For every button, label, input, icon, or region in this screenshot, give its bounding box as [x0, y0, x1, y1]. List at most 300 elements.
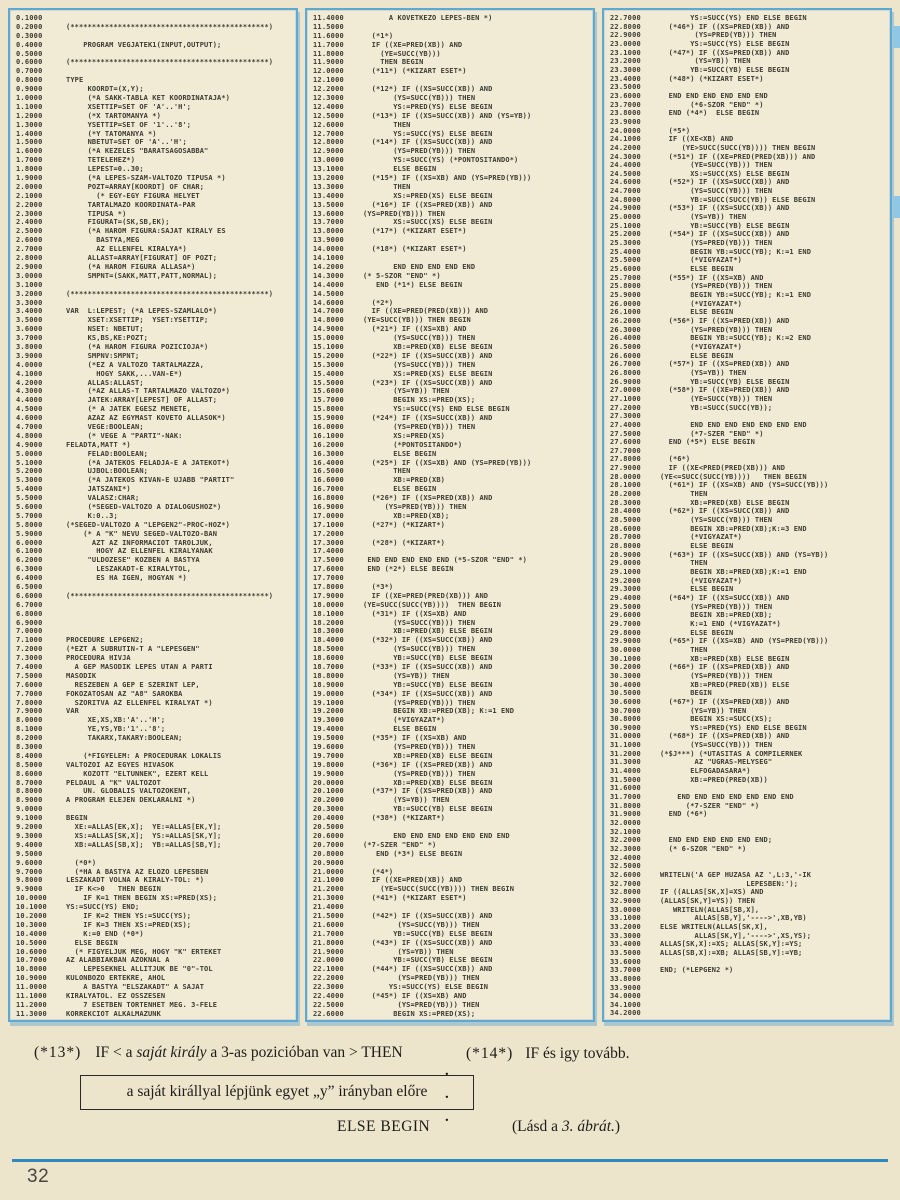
- code-text: IF ((XE=PRED(PRED(XB))) AND: [363, 591, 489, 600]
- code-text: (YE=SUCC(YB))): [363, 49, 441, 58]
- line-number: 10.8000: [16, 965, 47, 974]
- code-line: [16, 556, 294, 565]
- code-text: SZORITVA AZ ELLENFEL KIRALYAT *): [66, 698, 213, 707]
- code-text: (**********************************************): [66, 22, 274, 31]
- code-line: [610, 845, 888, 854]
- code-line: [16, 183, 294, 192]
- code-text: ELSE BEGIN: [660, 542, 734, 551]
- code-text: (*0*): [66, 858, 97, 867]
- line-number: 2.2000: [16, 200, 43, 209]
- line-number: 14.0000: [313, 245, 344, 254]
- code-line: [16, 281, 294, 290]
- code-text: ES HA IGEN, HOGYAN *): [66, 574, 187, 583]
- code-text: ELSE BEGIN: [66, 938, 118, 947]
- code-line: [610, 378, 888, 387]
- code-text: (*14*) IF ((XS=SUCC(XB)) AND: [363, 138, 493, 147]
- code-text: BEGIN YB:=SUCC(YB); K:=2 END: [660, 334, 812, 343]
- code-text: (*23*) IF ((XS=SUCC(XB)) AND: [363, 378, 493, 387]
- code-line: [313, 210, 591, 219]
- figure-reference-post: ): [614, 1118, 621, 1135]
- line-number: 24.9000: [610, 204, 641, 213]
- code-line: [313, 307, 591, 316]
- line-number: 6.9000: [16, 618, 43, 627]
- line-number: 17.3000: [313, 538, 344, 547]
- footer-rule: [12, 1159, 888, 1162]
- code-text: AZAZ AZ EGYMAST KOVETO ALLASOK*): [66, 414, 226, 423]
- line-number: 26.1000: [610, 308, 641, 317]
- code-text: K:=0 END (*0*): [66, 929, 144, 938]
- line-number: 28.6000: [610, 524, 641, 533]
- line-number: 30.8000: [610, 715, 641, 724]
- line-number: 2.6000: [16, 236, 43, 245]
- code-text: YB:=SUCC(YB) ELSE BEGIN: [363, 805, 493, 814]
- line-number: 16.3000: [313, 449, 344, 458]
- line-number: 28.1000: [610, 481, 641, 490]
- code-text: BEGIN: [66, 814, 88, 823]
- code-line: [16, 654, 294, 663]
- code-line: [610, 776, 888, 785]
- code-text: (*62*) IF ((XS=SUCC(XB)) AND: [660, 507, 790, 516]
- code-line: [16, 112, 294, 121]
- line-number: 23.8000: [610, 109, 641, 118]
- code-line: [610, 819, 888, 828]
- code-line: [610, 144, 888, 153]
- line-number: 33.0000: [610, 905, 641, 914]
- code-line: [16, 307, 294, 316]
- figure-reference-italic: 3. ábrát.: [561, 1118, 615, 1135]
- code-line: [610, 932, 888, 941]
- code-text: END (*4*) ELSE BEGIN: [660, 109, 760, 118]
- code-line: [313, 254, 591, 263]
- line-number: 28.2000: [610, 490, 641, 499]
- code-line: [313, 379, 591, 388]
- line-number: 1.6000: [16, 147, 43, 156]
- code-text: (ALLAS[SK,Y]=YS)) THEN: [660, 896, 755, 905]
- code-text: HOGY SAKK,...VAN-E*): [66, 369, 183, 378]
- code-line: [313, 930, 591, 939]
- page-edge-tab: [893, 26, 900, 48]
- code-text: XB:=PRED(XB) ELSE BEGIN: [363, 751, 493, 760]
- line-number: 29.0000: [610, 559, 641, 568]
- line-number: 13.5000: [313, 200, 344, 209]
- line-number: 16.8000: [313, 494, 344, 503]
- code-line: [16, 192, 294, 201]
- code-line: [610, 975, 888, 984]
- line-number: 0.3000: [16, 31, 43, 40]
- code-line: [610, 663, 888, 672]
- line-number: 1.5000: [16, 138, 43, 147]
- code-text: THEN: [660, 645, 708, 654]
- code-line: [610, 707, 888, 716]
- line-number: 11.5000: [313, 22, 344, 31]
- code-text: TYPE: [66, 76, 84, 85]
- code-line: [313, 636, 591, 645]
- code-line: [16, 121, 294, 130]
- code-line: [313, 325, 591, 334]
- line-number: 30.1000: [610, 654, 641, 663]
- code-line: [16, 992, 294, 1001]
- code-text: (*32*) IF ((XS=SUCC(XB)) AND: [363, 636, 493, 645]
- code-text: XB:=ALLAS[SB,X]; YB:=ALLAS[SB,Y];: [66, 840, 222, 849]
- code-line: [610, 620, 888, 629]
- line-number: 18.5000: [313, 645, 344, 654]
- line-number: 11.0000: [16, 983, 47, 992]
- code-text: (*A LEPES-SZAM-VALTOZO TIPUSA *): [66, 174, 226, 183]
- code-line: [313, 85, 591, 94]
- code-text: RESZEBEN A GEP E SZERINT LEP,: [66, 680, 200, 689]
- code-text: (* 6-SZOR "END" *): [660, 845, 747, 853]
- code-line: [610, 326, 888, 335]
- line-number: 4.0000: [16, 360, 43, 369]
- line-number: 24.4000: [610, 161, 641, 170]
- code-line: [610, 559, 888, 568]
- code-line: [16, 583, 294, 592]
- code-text: (* EGY-EGY FIGURA HELYET: [66, 191, 200, 200]
- code-line: [16, 601, 294, 610]
- line-number: 22.2000: [313, 974, 344, 983]
- line-number: 31.7000: [610, 793, 641, 802]
- line-number: 19.8000: [313, 760, 344, 769]
- code-line: [313, 876, 591, 885]
- line-number: 18.6000: [313, 654, 344, 663]
- code-line: [610, 187, 888, 196]
- code-text: (*A HAROM FIGURA POZICIOJA*): [66, 342, 209, 351]
- code-line: [313, 236, 591, 245]
- code-text: MASODIK: [66, 671, 97, 680]
- footnote-14: [466, 1045, 630, 1063]
- code-line: [610, 914, 888, 923]
- code-text: THEN: [363, 182, 411, 191]
- code-text: (*31*) IF ((XS=XB) AND: [363, 609, 467, 618]
- code-text: THEN BEGIN: [363, 58, 424, 67]
- code-text: TETELEHEZ*): [66, 156, 136, 165]
- line-number: 24.3000: [610, 152, 641, 161]
- code-line: [16, 387, 294, 396]
- code-text: (YE=SUCC(YB))) THEN BEGIN: [363, 316, 471, 325]
- code-line: [16, 903, 294, 912]
- code-line: [610, 412, 888, 421]
- code-text: (*2*): [363, 298, 394, 307]
- code-line: [313, 948, 591, 957]
- code-text: LEPESBEN:');: [660, 879, 799, 888]
- code-line: [610, 256, 888, 265]
- code-text: (*25*) IF ((XS=XB) AND (YS=PRED(YB))): [363, 458, 532, 467]
- line-number: 15.0000: [313, 334, 344, 343]
- code-text: (YS=PRED(YB))) THEN: [363, 698, 476, 707]
- code-text: IF K=3 THEN XS:=PRED(XS);: [66, 920, 192, 929]
- code-text: BEGIN XB:=PRED(XB);K:=3 END: [660, 524, 807, 533]
- line-number: 9.2000: [16, 823, 43, 832]
- code-line: [313, 965, 591, 974]
- line-number: 25.2000: [610, 230, 641, 239]
- code-line: [16, 965, 294, 974]
- code-line: [610, 135, 888, 144]
- code-line: [610, 343, 888, 352]
- line-number: 10.3000: [16, 920, 47, 929]
- line-number: 10.6000: [16, 947, 47, 956]
- code-line: [16, 716, 294, 725]
- code-text: XE:=ALLAS[EK,X]; YE:=ALLAS[EK,Y];: [66, 823, 222, 832]
- code-column-1: [8, 8, 298, 1022]
- code-line: [610, 802, 888, 811]
- code-line: [610, 828, 888, 837]
- code-line: [313, 290, 591, 299]
- code-line: [610, 178, 888, 187]
- line-number: 4.7000: [16, 422, 43, 431]
- code-line: [610, 611, 888, 620]
- code-line: [313, 903, 591, 912]
- line-number: 15.6000: [313, 387, 344, 396]
- line-number: 8.7000: [16, 778, 43, 787]
- code-text: (*12*) IF ((XS=SUCC(XB)) AND: [363, 85, 493, 94]
- line-number: 2.3000: [16, 209, 43, 218]
- line-number: 1.9000: [16, 174, 43, 183]
- code-line: [16, 770, 294, 779]
- line-number: 6.8000: [16, 609, 43, 618]
- code-text: (*FIGYELEM: A PROCEDURAK LOKALIS: [66, 751, 222, 760]
- code-text: (*7-SZER "END" *): [660, 429, 764, 438]
- code-line: [16, 894, 294, 903]
- code-line: [610, 507, 888, 516]
- line-number: 32.6000: [610, 870, 641, 879]
- code-text: FELAD:BOOLEAN;: [66, 449, 148, 458]
- code-line: [313, 32, 591, 41]
- line-number: 13.0000: [313, 156, 344, 165]
- code-line: [313, 503, 591, 512]
- code-text: (*15*) IF ((XS=XB) AND (YS=PRED(YB))): [363, 174, 532, 183]
- code-text: FIGURAT=(SK,SB,EK);: [66, 218, 170, 227]
- code-text: LESZAKADT VOLNA A KIRALY-TOL: *): [66, 876, 205, 885]
- line-number: 22.6000: [313, 1009, 344, 1018]
- code-line: [313, 512, 591, 521]
- code-text: KOORDT=(X,Y);: [66, 85, 144, 94]
- line-number: 18.0000: [313, 600, 344, 609]
- line-number: 2.4000: [16, 218, 43, 227]
- code-text: IF K=2 THEN YS:=SUCC(YS);: [66, 911, 192, 920]
- line-number: 13.8000: [313, 227, 344, 236]
- code-line: [313, 1010, 591, 1019]
- code-text: (*61*) IF ((XS=XB) AND (YS=SUCC(YB))): [660, 481, 829, 490]
- line-number: 21.5000: [313, 911, 344, 920]
- code-text: YB:=SUCC(SUCC(YB)) ELSE BEGIN: [660, 195, 816, 204]
- code-line: [313, 752, 591, 761]
- line-number: 24.6000: [610, 178, 641, 187]
- code-text: ELSE BEGIN: [660, 265, 734, 274]
- code-line: [610, 499, 888, 508]
- code-text: WRITELN('A GEP HUZASA AZ ',L:3,'-IK: [660, 870, 812, 879]
- line-number: 31.6000: [610, 784, 641, 793]
- line-number: 26.4000: [610, 334, 641, 343]
- code-text: (YS=PRED(YB))) THEN: [363, 209, 445, 218]
- code-line: [313, 521, 591, 530]
- code-text: (*41*) (*KIZART ESET*): [363, 894, 467, 903]
- code-line: [16, 130, 294, 139]
- code-text: YS:=PRED(YS) END ELSE BEGIN: [660, 723, 807, 732]
- line-number: 20.0000: [313, 778, 344, 787]
- code-line: [313, 796, 591, 805]
- line-number: 30.9000: [610, 723, 641, 732]
- line-number: 4.8000: [16, 431, 43, 440]
- code-line: [313, 218, 591, 227]
- line-number: 1.2000: [16, 111, 43, 120]
- code-line: [610, 958, 888, 967]
- line-number: 7.7000: [16, 689, 43, 698]
- code-text: BEGIN XS:=SUCC(XS);: [660, 715, 773, 724]
- line-number: 6.1000: [16, 547, 43, 556]
- line-number: 17.9000: [313, 591, 344, 600]
- code-text: BEGIN XS:=PRED(XS);: [363, 1009, 476, 1018]
- code-text: (*64*) IF ((XS=SUCC(XB)) AND: [660, 593, 790, 602]
- code-line: [16, 245, 294, 254]
- line-number: 12.5000: [313, 111, 344, 120]
- line-number: 34.2000: [610, 1009, 641, 1018]
- code-line: [16, 94, 294, 103]
- code-line: [16, 699, 294, 708]
- code-line: [16, 645, 294, 654]
- code-line: [313, 343, 591, 352]
- code-line: [313, 450, 591, 459]
- code-line: [16, 1010, 294, 1019]
- line-number: 5.0000: [16, 449, 43, 458]
- code-text: END END END END END (*5-SZOR "END" *): [363, 556, 527, 565]
- code-text: TIPUSA *): [66, 209, 127, 218]
- footnote-13-text-pre: IF < a: [95, 1044, 137, 1061]
- code-line: [16, 334, 294, 343]
- code-line: [16, 868, 294, 877]
- line-number: 22.7000: [610, 14, 641, 22]
- code-text: XS:=SUCC(XS) ELSE BEGIN: [363, 218, 493, 227]
- code-line: [313, 823, 591, 832]
- line-number: 12.0000: [313, 67, 344, 76]
- code-line: [16, 450, 294, 459]
- code-line: [313, 565, 591, 574]
- line-number: 12.9000: [313, 147, 344, 156]
- code-text: 7 ESETBEN TORTENHET MEG. 3-FELE: [66, 1000, 218, 1009]
- code-line: [610, 274, 888, 283]
- code-line: [313, 690, 591, 699]
- code-line: [313, 912, 591, 921]
- code-line: [16, 530, 294, 539]
- code-text: IF ((ALLAS[SK,X]=XS) AND: [660, 888, 764, 897]
- code-text: (YS=SUCC(YB))) THEN: [363, 645, 476, 654]
- code-text: (*56*) IF ((XS=PRED(XB)) AND: [660, 316, 790, 325]
- line-number: 14.9000: [313, 325, 344, 334]
- code-text: (*51*) IF ((XE=PRED(PRED(XB))) AND: [660, 152, 816, 161]
- line-number: 30.0000: [610, 645, 641, 654]
- code-line: [610, 481, 888, 490]
- code-text: (*27*) (*KIZART*): [363, 520, 445, 529]
- code-line: [610, 750, 888, 759]
- line-number: 21.9000: [313, 947, 344, 956]
- line-number: 12.6000: [313, 120, 344, 129]
- code-line: [313, 138, 591, 147]
- code-line: [16, 805, 294, 814]
- code-text: (YS=PRED(YB))) THEN: [660, 671, 773, 680]
- code-line: [313, 627, 591, 636]
- code-text: (*45*) IF ((XS=XB) AND: [363, 991, 467, 1000]
- code-text: END (*1*) ELSE BEGIN: [363, 280, 463, 289]
- line-number: 23.7000: [610, 100, 641, 109]
- line-number: 10.9000: [16, 974, 47, 983]
- code-line: [16, 325, 294, 334]
- line-number: 1.8000: [16, 165, 43, 174]
- code-line: [313, 174, 591, 183]
- line-number: 22.4000: [313, 991, 344, 1000]
- code-line: [313, 396, 591, 405]
- code-line: [313, 645, 591, 654]
- code-text: (*VIGYAZAT*): [363, 716, 445, 725]
- code-text: ELSE BEGIN: [363, 485, 437, 494]
- line-number: 29.5000: [610, 602, 641, 611]
- code-text: END (*6*): [660, 810, 708, 819]
- code-text: XSETTIP=SET OF 'A'..'H';: [66, 102, 192, 111]
- code-text: (* A JATEK EGESZ MENETE,: [66, 405, 192, 414]
- code-line: [16, 814, 294, 823]
- code-text: (YS=YB)) THEN: [363, 796, 450, 805]
- code-line: [610, 404, 888, 413]
- line-number: 30.7000: [610, 706, 641, 715]
- code-text: (YS=YB)) THEN: [363, 947, 454, 956]
- code-line: [313, 832, 591, 841]
- code-text: (* FIGYELJUK MEG, HOGY "K" ERTEKET: [66, 947, 222, 956]
- code-line: [313, 894, 591, 903]
- code-text: ALLAS[SK,X]:=XS; ALLAS[SK,Y]:=YS;: [660, 940, 803, 949]
- code-text: BEGIN: [660, 689, 712, 698]
- code-line: [610, 984, 888, 993]
- footnote-14-label: (*14*): [466, 1045, 514, 1062]
- code-text: XS:=PRED(XS) ELSE BEGIN: [363, 369, 493, 378]
- line-number: 34.0000: [610, 992, 641, 1001]
- line-number: 0.9000: [16, 85, 43, 94]
- line-number: 5.1000: [16, 458, 43, 467]
- page-edge-tab: [893, 196, 900, 218]
- line-number: 0.2000: [16, 22, 43, 31]
- code-line: [610, 862, 888, 871]
- code-text: (*7-SZER "END" *): [363, 840, 437, 849]
- line-number: 25.8000: [610, 282, 641, 291]
- code-text: IF ((XE<XB) AND: [660, 135, 734, 144]
- code-text: (*A SAKK-TABLA KET KOORDINATAJA*): [66, 94, 230, 103]
- line-number: 18.7000: [313, 663, 344, 672]
- code-line: [16, 859, 294, 868]
- code-line: [16, 574, 294, 583]
- code-text: PROCEDURA HIVJA: [66, 654, 131, 663]
- code-line: [313, 183, 591, 192]
- code-line: [313, 76, 591, 85]
- code-text: (YS=SUCC(YB))) THEN: [363, 360, 476, 369]
- code-text: (*57*) IF ((XS=PRED(XB)) AND: [660, 360, 790, 369]
- code-text: (*34*) IF ((XS=SUCC(XB)) AND: [363, 689, 493, 698]
- code-line: [313, 112, 591, 121]
- line-number: 7.6000: [16, 680, 43, 689]
- code-line: [610, 490, 888, 499]
- code-text: (YS=PRED(YB))) THEN: [363, 502, 467, 511]
- code-line: [313, 983, 591, 992]
- code-line: [313, 654, 591, 663]
- code-line: [313, 992, 591, 1001]
- code-line: [313, 272, 591, 281]
- code-text: FOKOZATOSAN AZ "A8" SAROKBA: [66, 689, 183, 698]
- line-number: 16.1000: [313, 431, 344, 440]
- line-number: 5.7000: [16, 511, 43, 520]
- code-text: (YE=SUCC(YB))) THEN: [660, 394, 773, 403]
- code-text: (YS=PRED(YB))) THEN: [363, 974, 480, 983]
- code-line: [610, 282, 888, 291]
- code-line: [16, 539, 294, 548]
- code-text: (*38*) (*KIZART*): [363, 814, 445, 823]
- code-text: THEN: [660, 490, 708, 499]
- code-text: (YS=PRED(YB))) THEN: [660, 325, 773, 334]
